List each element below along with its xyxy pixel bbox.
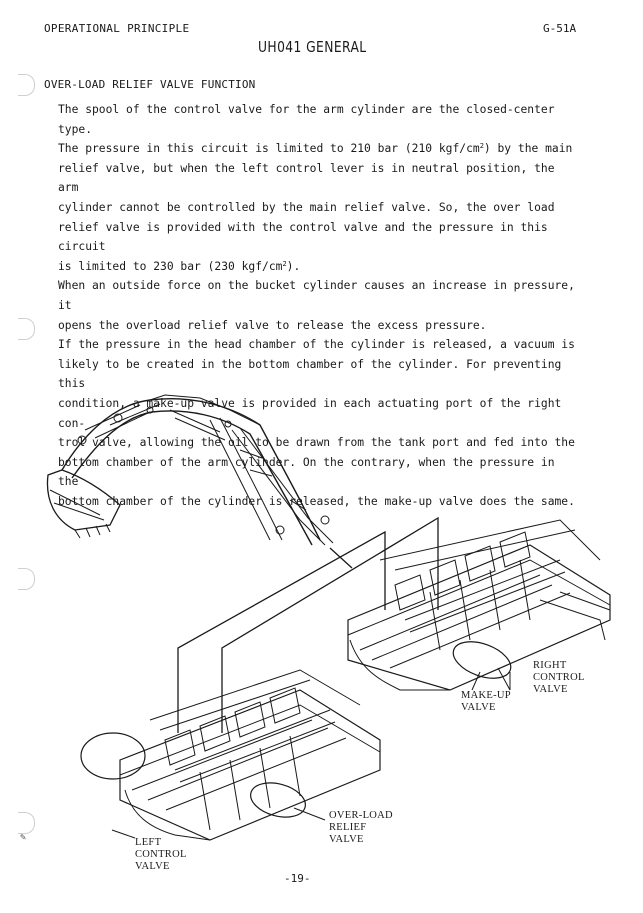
text-line: relief valve is provided with the control valve and the pressure in this circuit (58, 220, 548, 254)
header-code: G-51A (543, 22, 577, 35)
text-line: bottom chamber of the arm cylinder. On the contrary, when the pressure in the (58, 455, 555, 489)
right-control-valve-label: RIGHT CONTROL VALVE (533, 660, 585, 695)
binder-hole-mark (18, 74, 35, 96)
header-section: OPERATIONAL PRINCIPLE (44, 22, 190, 35)
binder-hole-mark (18, 318, 35, 340)
text-line: The pressure in this circuit is limited to 210 bar (210 kgf/$cm^2$) by the main (58, 142, 573, 156)
text-line: cylinder cannot be controlled by the main relief valve. So, the over load (58, 200, 555, 214)
hydraulic-line-connectors (178, 518, 438, 733)
text-line: When an outside force on the bucket cylinder causes an increase in pressure, it (58, 279, 575, 312)
section-title: OVER-LOAD RELIEF VALVE FUNCTION (44, 78, 256, 91)
text-line: is limited to 230 bar (230 kgf/$cm^2$). (58, 259, 301, 273)
text-line: The spool of the control valve for the arm cylinder are the closed-center type. (58, 103, 555, 136)
text-line: trol valve, allowing the oil to be drawn from the tank port and fed into the (58, 436, 575, 450)
text-line: If the pressure in the head chamber of the cylinder is released, a vacuum is (58, 338, 575, 352)
text-line: bottom chamber of the cylinder is released, the make-up valve does the same. (58, 494, 575, 508)
left-control-valve-label: LEFT CONTROL VALVE (135, 837, 187, 872)
text-line: likely to be created in the bottom chamber of the cylinder. For preventing this (58, 357, 562, 391)
excavator-valve-diagram (0, 380, 643, 880)
text-line: condition, a make-up valve is provided in each actuating port of the right con- (58, 396, 562, 430)
page-number: -19- (284, 872, 311, 885)
scribble-mark-icon: ✎ (20, 832, 27, 843)
excavator-arm-illustration (47, 395, 333, 545)
text-line: relief valve, but when the left control lever is in neutral position, the arm (58, 161, 555, 195)
page-title: UH041 GENERAL (258, 38, 367, 56)
text-line: opens the overload relief valve to release the excess pressure. (58, 318, 487, 332)
make-up-valve-label: MAKE-UP VALVE (461, 690, 511, 713)
over-load-relief-valve-label: OVER-LOAD RELIEF VALVE (329, 810, 393, 845)
